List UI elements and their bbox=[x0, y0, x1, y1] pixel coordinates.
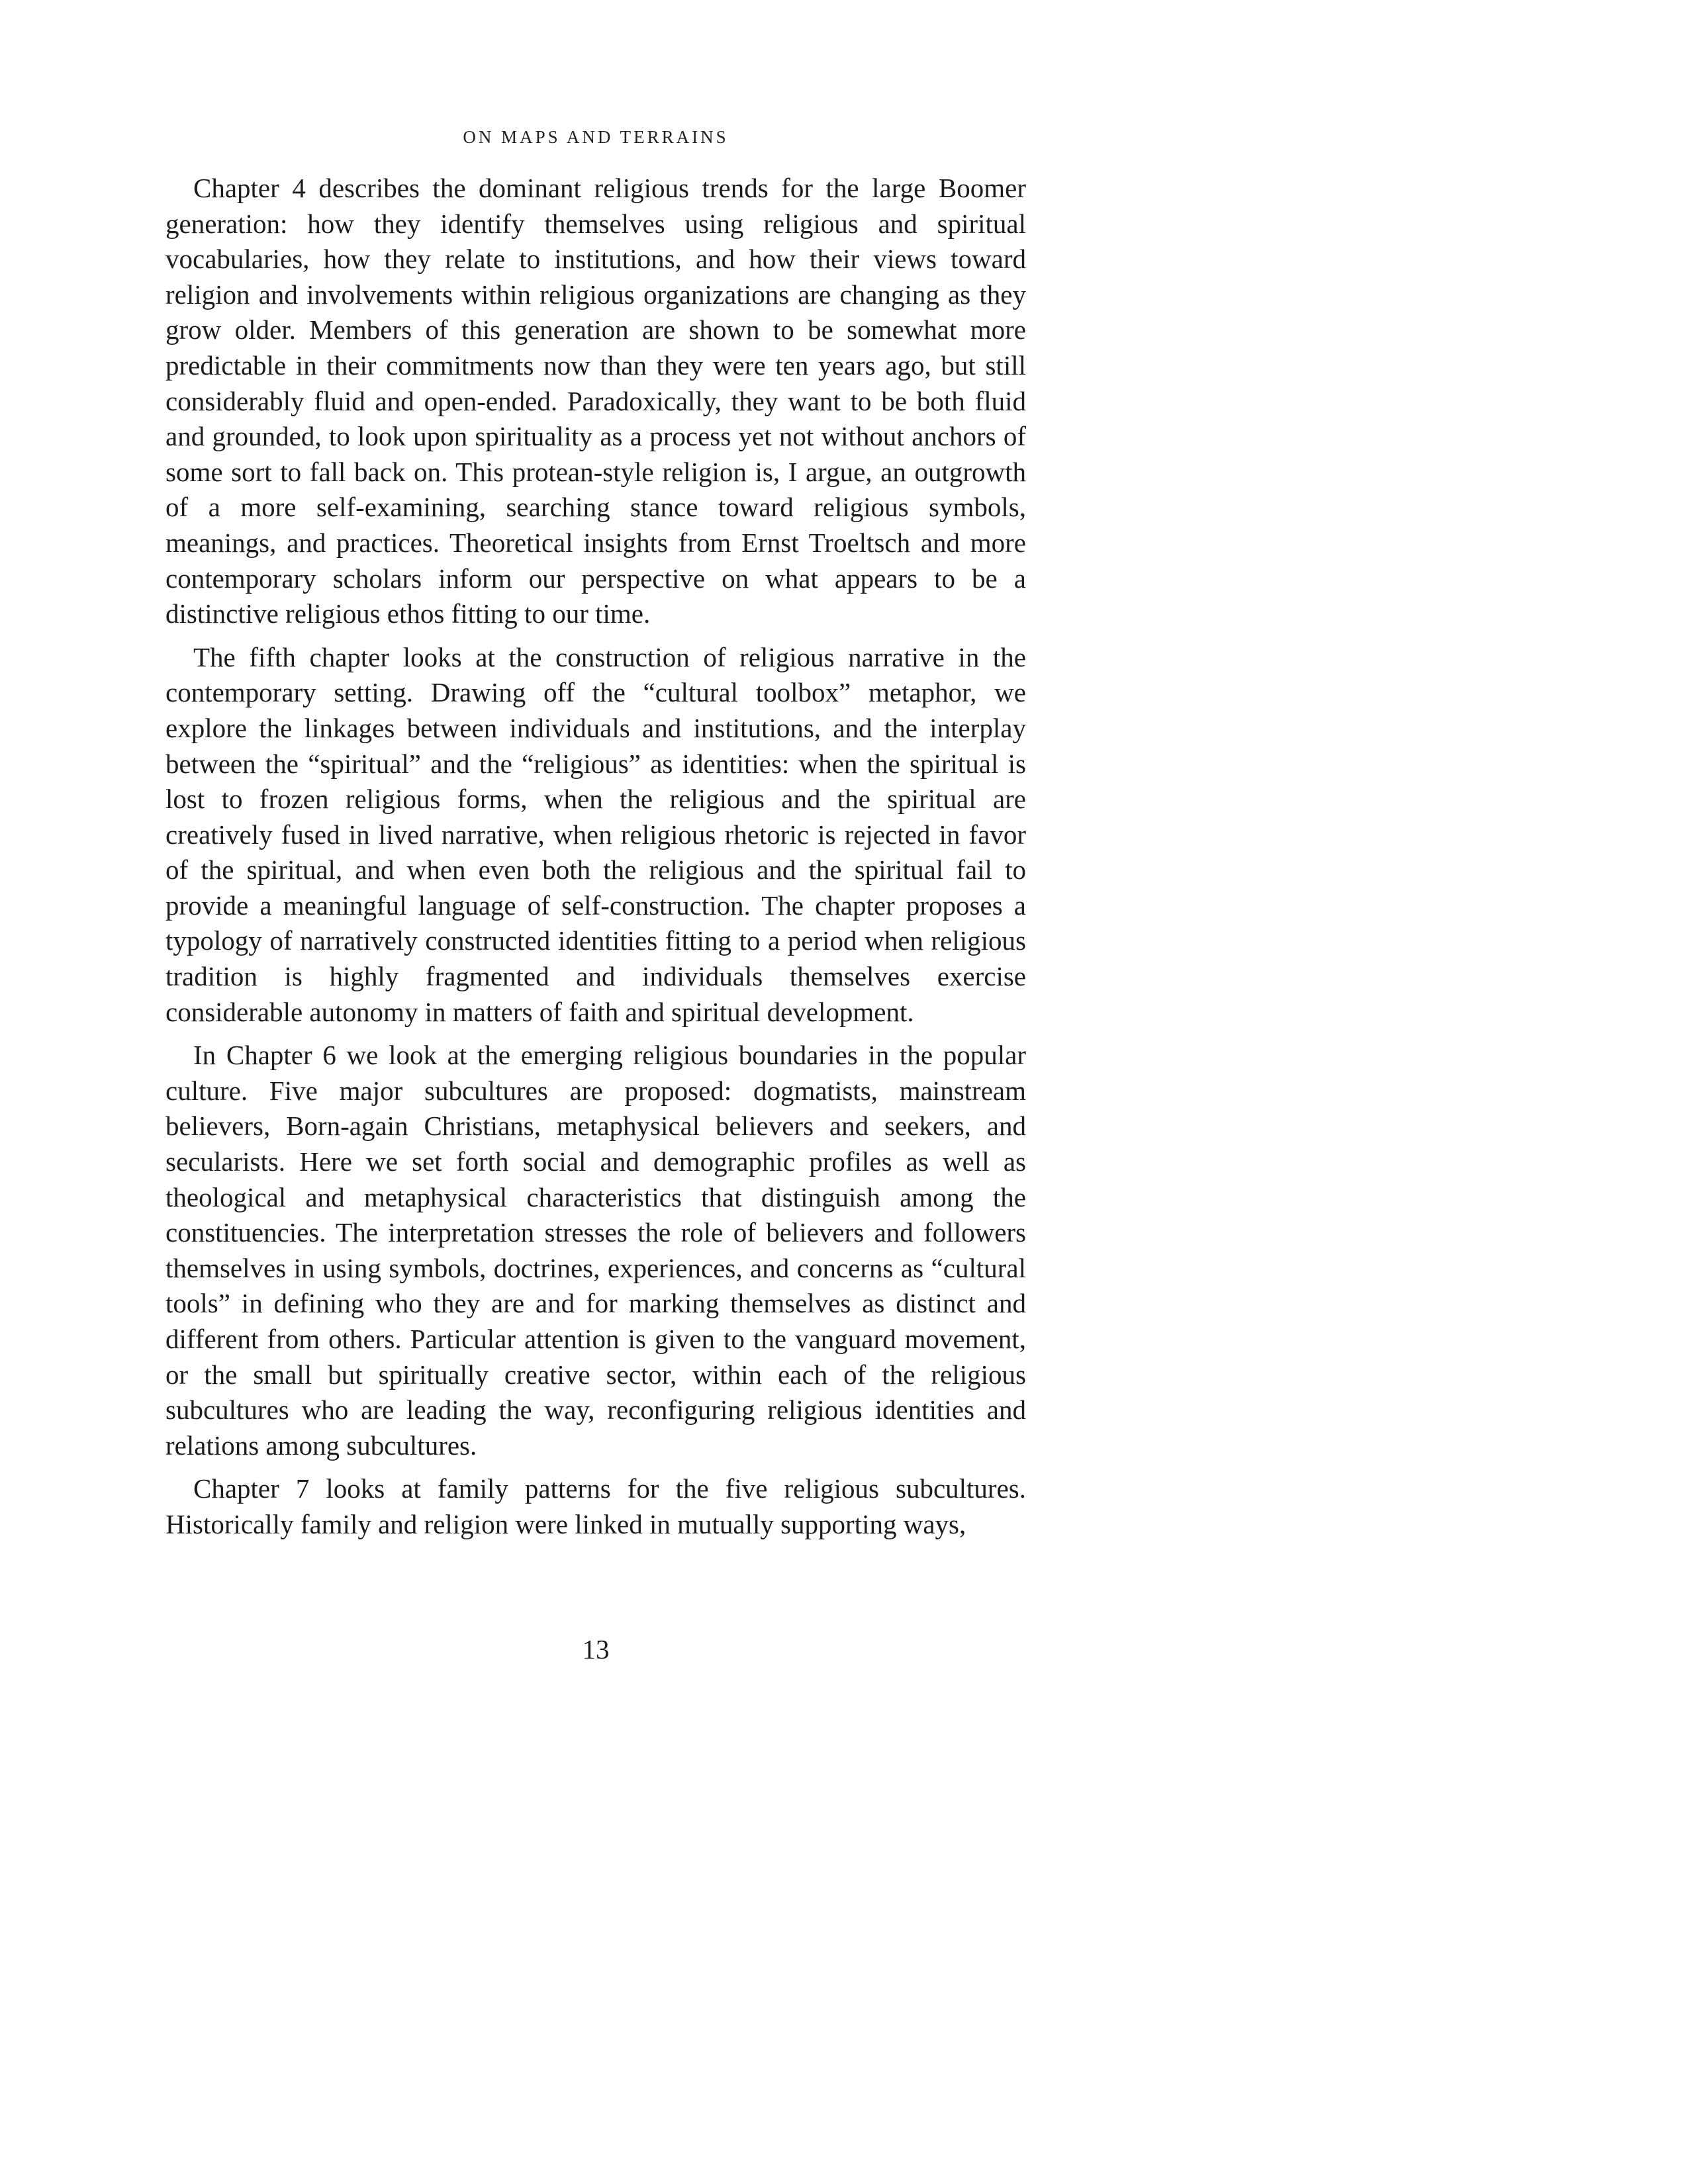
body-text bbox=[165, 171, 1026, 1543]
page-number: 13 bbox=[582, 1634, 610, 1664]
paragraph-chapter-6: In Chapter 6 we look at the emerging religious boundaries in the popular culture. Five major subcultures are proposed: dogmatists, mainstream believers, Born-again Christians, metaphysical believers and seekers, and secularists. Here we set forth social and demographic profiles as well as theological and metaphysical characteristics that distinguish among the constituencies. The interpretation stresses the role of believers and followers themselves in using symbols, doctrines, experiences, and concerns as “cultural tools” in defining who they are and for marking themselves as distinct and different from others. Particular attention is given to the vanguard movement, or the small but spiritually creative sector, within each of the religious subcultures who are leading the way, reconfiguring religious identities and relations among subcultures. bbox=[165, 1040, 1026, 1461]
running-head: ON MAPS AND TERRAINS bbox=[463, 127, 729, 147]
paragraph-chapter-7: Chapter 7 looks at family patterns for the five religious subcultures. Historically family and religion were linked in mutually supporting ways, bbox=[165, 1473, 1026, 1539]
paragraph-chapter-4: Chapter 4 describes the dominant religious trends for the large Boomer generation: how they identify themselves using religious and spiritual vocabularies, how they relate to institutions, and how their views toward religion and involvements within religious organizations are changing as they grow older. Members of this generation are shown to be somewhat more predictable in their commitments now than they were ten years ago, but still considerably fluid and open-ended. Paradoxically, they want to be both fluid and grounded, to look upon spirituality as a process yet not without anchors of some sort to fall back on. This protean-style religion is, I argue, an outgrowth of a more self-examining, searching stance toward religious symbols, meanings, and practices. Theoretical insights from Ernst Troeltsch and more contemporary scholars inform our perspective on what appears to be a distinctive religious ethos fitting to our time. bbox=[165, 173, 1026, 629]
paragraph-chapter-5: The fifth chapter looks at the construction of religious narrative in the contemporary setting. Drawing off the “cultural toolbox” metaphor, we explore the linkages between individuals and institutions, and the interplay between the “spiritual” and the “religious” as identities: when the spiritual is lost to frozen religious forms, when the religious and the spiritual are creatively fused in lived narrative, when religious rhetoric is rejected in favor of the spiritual, and when even both the religious and the spiritual fail to provide a meaningful language of self-construction. The chapter proposes a typology of narratively constructed identities fitting to a period when religious tradition is highly fragmented and individuals themselves exercise considerable autonomy in matters of faith and spiritual development. bbox=[165, 641, 1026, 1027]
